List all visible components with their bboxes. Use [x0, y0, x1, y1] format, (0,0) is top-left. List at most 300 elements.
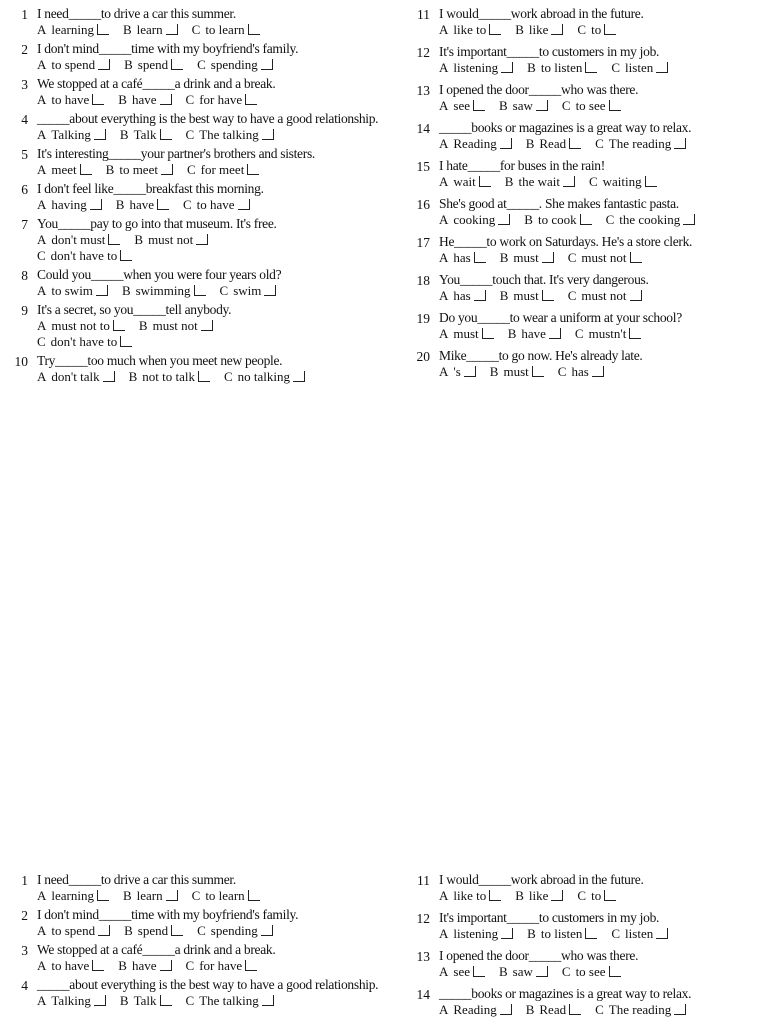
answer-blank[interactable]: _____: [506, 196, 539, 211]
checkbox[interactable]: [609, 100, 621, 111]
stem-before-blank: Mike: [439, 348, 467, 363]
checkbox[interactable]: [113, 320, 125, 331]
checkbox[interactable]: [264, 285, 276, 296]
answer-blank[interactable]: _____: [142, 942, 175, 957]
option-c[interactable]: [568, 250, 642, 266]
answer-blank[interactable]: _____: [108, 146, 141, 161]
option-a[interactable]: [439, 364, 476, 380]
checkbox[interactable]: [96, 285, 108, 296]
option-letter: A: [37, 57, 47, 72]
option-letter: A: [439, 888, 449, 903]
option-b[interactable]: [508, 326, 561, 342]
option-c[interactable]: [37, 248, 132, 264]
answer-blank[interactable]: _____: [58, 216, 91, 231]
option-a[interactable]: [37, 197, 102, 213]
option-c[interactable]: [577, 22, 616, 38]
option-c[interactable]: [187, 162, 259, 178]
checkbox[interactable]: [90, 199, 102, 210]
option-a[interactable]: [37, 232, 120, 248]
answer-blank[interactable]: _____: [142, 76, 175, 91]
stem-after-blank: breakfast this morning.: [145, 181, 264, 196]
option-text: listening: [453, 926, 499, 941]
option-b[interactable]: [123, 888, 178, 904]
question-18: [410, 272, 762, 304]
option-text: to swim: [51, 283, 93, 298]
option-letter: B: [499, 964, 508, 979]
option-a[interactable]: [439, 60, 513, 76]
option-text: have: [521, 326, 546, 341]
checkbox[interactable]: [536, 966, 548, 977]
option-b[interactable]: [526, 136, 581, 152]
checkbox[interactable]: [563, 176, 575, 187]
option-letter: A: [37, 197, 47, 212]
checkbox[interactable]: [604, 24, 616, 35]
option-a[interactable]: [439, 136, 512, 152]
question-7: [8, 216, 388, 264]
checkbox[interactable]: [245, 960, 257, 971]
option-letter: C: [561, 98, 571, 113]
checkbox[interactable]: [674, 138, 686, 149]
option-b[interactable]: [129, 369, 210, 385]
checkbox[interactable]: [489, 24, 501, 35]
answer-blank[interactable]: _____: [37, 977, 70, 992]
option-text: must not: [152, 318, 198, 333]
option-b[interactable]: [106, 162, 173, 178]
answer-blank[interactable]: _____: [477, 310, 510, 325]
option-a[interactable]: [439, 250, 486, 266]
option-c[interactable]: [37, 334, 132, 350]
option-c[interactable]: [224, 369, 305, 385]
answer-options: [439, 136, 762, 152]
option-letter: C: [186, 162, 196, 177]
answer-blank[interactable]: _____: [466, 348, 499, 363]
checkbox[interactable]: [108, 234, 120, 245]
checkbox[interactable]: [569, 1004, 581, 1015]
question-number: 11: [417, 7, 430, 22]
option-a[interactable]: [37, 162, 92, 178]
stem-after-blank: pay to go into that museum. It's free.: [90, 216, 277, 231]
checkbox[interactable]: [580, 214, 592, 225]
option-c[interactable]: [562, 964, 621, 980]
checkbox[interactable]: [645, 176, 657, 187]
checkbox[interactable]: [464, 366, 476, 377]
option-a[interactable]: [37, 369, 115, 385]
right-column: [410, 872, 762, 1024]
checkbox[interactable]: [196, 234, 208, 245]
option-c[interactable]: [197, 923, 273, 939]
question-2: [8, 41, 388, 73]
checkbox[interactable]: [103, 371, 115, 382]
checkbox[interactable]: [532, 366, 544, 377]
checkbox[interactable]: [245, 94, 257, 105]
checkbox[interactable]: [194, 285, 206, 296]
answer-blank[interactable]: _____: [68, 6, 101, 21]
option-text: to meet: [119, 162, 158, 177]
option-text: to learn: [205, 888, 245, 903]
checkbox[interactable]: [479, 176, 491, 187]
answer-blank[interactable]: _____: [98, 907, 132, 922]
checkbox[interactable]: [160, 129, 172, 140]
answer-blank[interactable]: _____: [133, 302, 166, 317]
option-c[interactable]: [558, 364, 604, 380]
option-b[interactable]: [124, 923, 183, 939]
checkbox[interactable]: [551, 890, 563, 901]
answer-options: [439, 888, 762, 904]
checkbox[interactable]: [498, 214, 510, 225]
answer-blank[interactable]: _____: [55, 353, 88, 368]
question-13: [410, 948, 762, 980]
option-text: learn: [136, 888, 163, 903]
question-14: [410, 120, 762, 152]
option-a[interactable]: [439, 174, 491, 190]
answer-blank[interactable]: _____: [68, 872, 101, 887]
stem-after-blank: a drink and a break.: [174, 942, 276, 957]
option-c[interactable]: [220, 283, 277, 299]
option-text: must: [513, 288, 539, 303]
question-number: 12: [416, 45, 430, 60]
checkbox[interactable]: [160, 94, 172, 105]
checkbox[interactable]: [473, 100, 485, 111]
option-letter: C: [191, 888, 201, 903]
checkbox[interactable]: [549, 328, 561, 339]
checkbox[interactable]: [171, 59, 183, 70]
checkbox[interactable]: [94, 995, 106, 1006]
checkbox[interactable]: [98, 59, 110, 70]
option-letter: C: [219, 283, 229, 298]
option-b[interactable]: [505, 174, 575, 190]
option-b[interactable]: [120, 127, 172, 143]
checkbox[interactable]: [609, 966, 621, 977]
option-a[interactable]: [37, 92, 104, 108]
checkbox[interactable]: [166, 24, 178, 35]
option-text: wait: [453, 174, 476, 189]
checkbox[interactable]: [92, 94, 104, 105]
checkbox[interactable]: [500, 1004, 512, 1015]
option-a[interactable]: [439, 888, 501, 904]
checkbox[interactable]: [630, 290, 642, 301]
option-letter: B: [134, 232, 144, 247]
option-b[interactable]: [524, 212, 591, 228]
option-letter: A: [439, 926, 449, 941]
option-b[interactable]: [527, 60, 597, 76]
stem-after-blank: time with my boyfriend's family.: [131, 41, 299, 56]
option-text: like: [528, 888, 549, 903]
option-b[interactable]: [124, 57, 183, 73]
option-b[interactable]: [499, 964, 548, 980]
option-letter: B: [119, 993, 129, 1008]
question-9: [8, 302, 388, 350]
option-a[interactable]: [37, 22, 109, 38]
option-a[interactable]: [439, 288, 486, 304]
checkbox[interactable]: [248, 24, 260, 35]
option-letter: B: [122, 22, 132, 37]
option-text: learning: [51, 888, 94, 903]
option-letter: B: [524, 212, 533, 227]
question-number: 13: [416, 949, 430, 964]
answer-blank[interactable]: _____: [528, 948, 562, 963]
checkbox[interactable]: [97, 890, 109, 901]
option-text: the cooking: [619, 212, 681, 227]
option-c[interactable]: [606, 212, 696, 228]
question-number: 3: [21, 77, 28, 92]
question-number: 4: [21, 978, 28, 993]
question-stem: [37, 146, 388, 162]
checkbox[interactable]: [160, 960, 172, 971]
option-b[interactable]: [116, 197, 169, 213]
option-a[interactable]: [439, 98, 485, 114]
answer-options: [439, 288, 762, 304]
option-letter: C: [557, 364, 567, 379]
option-letter: A: [37, 162, 47, 177]
option-c[interactable]: [577, 888, 616, 904]
answer-blank[interactable]: _____: [467, 158, 500, 173]
option-text: must not to: [51, 318, 110, 333]
checkbox[interactable]: [592, 366, 604, 377]
checkbox[interactable]: [80, 164, 92, 175]
option-letter: B: [118, 92, 127, 107]
option-letter: B: [124, 57, 133, 72]
question-15: [410, 158, 762, 190]
question-number: 19: [416, 311, 430, 326]
option-a[interactable]: [439, 926, 513, 942]
answer-blank[interactable]: _____: [506, 910, 539, 925]
checkbox[interactable]: [161, 164, 173, 175]
answer-blank[interactable]: _____: [90, 267, 124, 282]
option-c[interactable]: [611, 926, 668, 942]
option-b[interactable]: [515, 22, 563, 38]
question-stem: [37, 111, 388, 127]
answer-options: [37, 92, 388, 108]
checkbox[interactable]: [261, 925, 273, 936]
question-5: [8, 146, 388, 178]
option-letter: A: [439, 136, 449, 151]
checkbox[interactable]: [585, 928, 597, 939]
option-a[interactable]: [37, 283, 108, 299]
option-b[interactable]: [515, 888, 563, 904]
option-b[interactable]: [122, 283, 206, 299]
option-letter: A: [37, 127, 47, 142]
option-b[interactable]: [499, 98, 548, 114]
option-text: to: [591, 888, 602, 903]
option-b[interactable]: [123, 22, 178, 38]
option-a[interactable]: [37, 57, 110, 73]
question-20: [410, 348, 762, 380]
option-a[interactable]: [37, 127, 106, 143]
answer-options: [439, 60, 762, 76]
option-text: swimming: [135, 283, 191, 298]
option-c[interactable]: [186, 958, 258, 974]
question-number: 1: [21, 7, 28, 22]
answer-blank[interactable]: _____: [460, 272, 493, 287]
checkbox[interactable]: [585, 62, 597, 73]
question-3: [8, 942, 388, 974]
option-letter: C: [185, 958, 195, 973]
checkbox[interactable]: [500, 138, 512, 149]
option-text: Talk: [133, 993, 157, 1008]
option-letter: A: [439, 326, 449, 341]
answer-blank[interactable]: _____: [528, 82, 562, 97]
option-a[interactable]: [439, 22, 501, 38]
option-letter: C: [595, 136, 604, 151]
stem-after-blank: work abroad in the future.: [510, 872, 644, 887]
option-a[interactable]: [37, 993, 106, 1009]
question-number: 16: [416, 197, 430, 212]
answer-blank[interactable]: _____: [506, 44, 539, 59]
option-b[interactable]: [118, 92, 171, 108]
checkbox[interactable]: [120, 336, 132, 347]
option-c[interactable]: [575, 326, 641, 342]
checkbox[interactable]: [293, 371, 305, 382]
option-letter: C: [577, 888, 587, 903]
option-b[interactable]: [134, 232, 208, 248]
checkbox[interactable]: [262, 129, 274, 140]
option-c[interactable]: [568, 288, 642, 304]
question-stem: [37, 181, 388, 197]
checkbox[interactable]: [656, 928, 668, 939]
option-c[interactable]: [595, 136, 686, 152]
answer-options: [439, 98, 762, 114]
answer-options: [439, 22, 762, 38]
checkbox[interactable]: [489, 890, 501, 901]
option-c[interactable]: [595, 1002, 686, 1018]
checkbox[interactable]: [238, 199, 250, 210]
checkbox[interactable]: [94, 129, 106, 140]
option-c[interactable]: [186, 993, 274, 1009]
question-1: [8, 6, 388, 38]
answer-blank[interactable]: _____: [439, 986, 472, 1001]
option-c[interactable]: [183, 197, 250, 213]
question-number: 14: [416, 987, 430, 1002]
answer-options: [37, 369, 388, 385]
checkbox[interactable]: [630, 252, 642, 263]
checkbox[interactable]: [482, 328, 494, 339]
option-c[interactable]: [197, 57, 273, 73]
stem-after-blank: who was there.: [561, 948, 639, 963]
checkbox[interactable]: [247, 164, 259, 175]
option-b[interactable]: [118, 958, 171, 974]
checkbox[interactable]: [473, 966, 485, 977]
checkbox[interactable]: [656, 62, 668, 73]
checkbox[interactable]: [683, 214, 695, 225]
checkbox[interactable]: [551, 24, 563, 35]
answer-blank[interactable]: _____: [37, 111, 70, 126]
option-a[interactable]: [439, 964, 485, 980]
stem-before-blank: You: [37, 216, 58, 231]
checkbox[interactable]: [248, 890, 260, 901]
option-letter: C: [191, 22, 201, 37]
checkbox[interactable]: [501, 62, 513, 73]
checkbox[interactable]: [536, 100, 548, 111]
checkbox[interactable]: [97, 24, 109, 35]
option-text: for have: [199, 958, 243, 973]
stem-after-blank: too much when you meet new people.: [87, 353, 283, 368]
option-a[interactable]: [439, 326, 494, 342]
stem-before-blank: She's good at: [439, 196, 507, 211]
option-b[interactable]: [526, 1002, 581, 1018]
answer-blank[interactable]: _____: [113, 181, 146, 196]
checkbox[interactable]: [120, 250, 132, 261]
checkbox[interactable]: [501, 928, 513, 939]
checkbox[interactable]: [542, 290, 554, 301]
checkbox[interactable]: [201, 320, 213, 331]
option-letter: A: [439, 1002, 449, 1017]
option-letter: A: [439, 288, 449, 303]
checkbox[interactable]: [157, 199, 169, 210]
answer-blank[interactable]: _____: [98, 41, 132, 56]
answer-blank[interactable]: _____: [478, 872, 511, 887]
option-b[interactable]: [490, 364, 544, 380]
option-c[interactable]: [611, 60, 668, 76]
option-letter: A: [37, 318, 47, 333]
checkbox[interactable]: [569, 138, 581, 149]
option-a[interactable]: [439, 212, 510, 228]
stem-before-blank: It's important: [439, 44, 507, 59]
checkbox[interactable]: [604, 890, 616, 901]
stem-after-blank: your partner's brothers and sisters.: [140, 146, 315, 161]
option-b[interactable]: [139, 318, 213, 334]
checkbox[interactable]: [261, 59, 273, 70]
option-a[interactable]: [37, 888, 109, 904]
option-c[interactable]: [192, 22, 260, 38]
option-b[interactable]: [527, 926, 597, 942]
option-letter: B: [124, 923, 133, 938]
option-a[interactable]: [37, 958, 104, 974]
option-a[interactable]: [37, 923, 110, 939]
checkbox[interactable]: [171, 925, 183, 936]
checkbox[interactable]: [166, 890, 178, 901]
checkbox[interactable]: [542, 252, 554, 263]
checkbox[interactable]: [629, 328, 641, 339]
answer-blank[interactable]: _____: [478, 6, 511, 21]
option-text: have: [131, 958, 157, 973]
option-b[interactable]: [120, 993, 172, 1009]
checkbox[interactable]: [474, 252, 486, 263]
stem-after-blank: time with my boyfriend's family.: [131, 907, 299, 922]
option-a[interactable]: [439, 1002, 512, 1018]
answer-blank[interactable]: _____: [454, 234, 487, 249]
option-text: must: [453, 326, 479, 341]
checkbox[interactable]: [92, 960, 104, 971]
question-stem: [37, 942, 388, 958]
stem-after-blank: to work on Saturdays. He's a store clerk.: [486, 234, 693, 249]
stem-before-blank: I would: [439, 6, 479, 21]
left-column: [8, 872, 388, 1012]
option-a[interactable]: [37, 318, 125, 334]
question-number: 7: [21, 217, 28, 232]
checkbox[interactable]: [474, 290, 486, 301]
checkbox[interactable]: [674, 1004, 686, 1015]
option-b[interactable]: [500, 250, 554, 266]
checkbox[interactable]: [262, 995, 274, 1006]
option-c[interactable]: [186, 127, 274, 143]
question-stem: [439, 872, 762, 888]
option-text: to: [591, 22, 602, 37]
option-c[interactable]: [562, 98, 621, 114]
option-c[interactable]: [589, 174, 657, 190]
option-b[interactable]: [500, 288, 554, 304]
checkbox[interactable]: [98, 925, 110, 936]
option-letter: C: [223, 369, 233, 384]
answer-blank[interactable]: _____: [439, 120, 472, 135]
checkbox[interactable]: [160, 995, 172, 1006]
option-text: to have: [51, 958, 90, 973]
option-c[interactable]: [192, 888, 260, 904]
question-stem: [37, 6, 388, 22]
checkbox[interactable]: [198, 371, 210, 382]
answer-options: [37, 162, 388, 178]
stem-before-blank: Do you: [439, 310, 478, 325]
option-c[interactable]: [186, 92, 258, 108]
